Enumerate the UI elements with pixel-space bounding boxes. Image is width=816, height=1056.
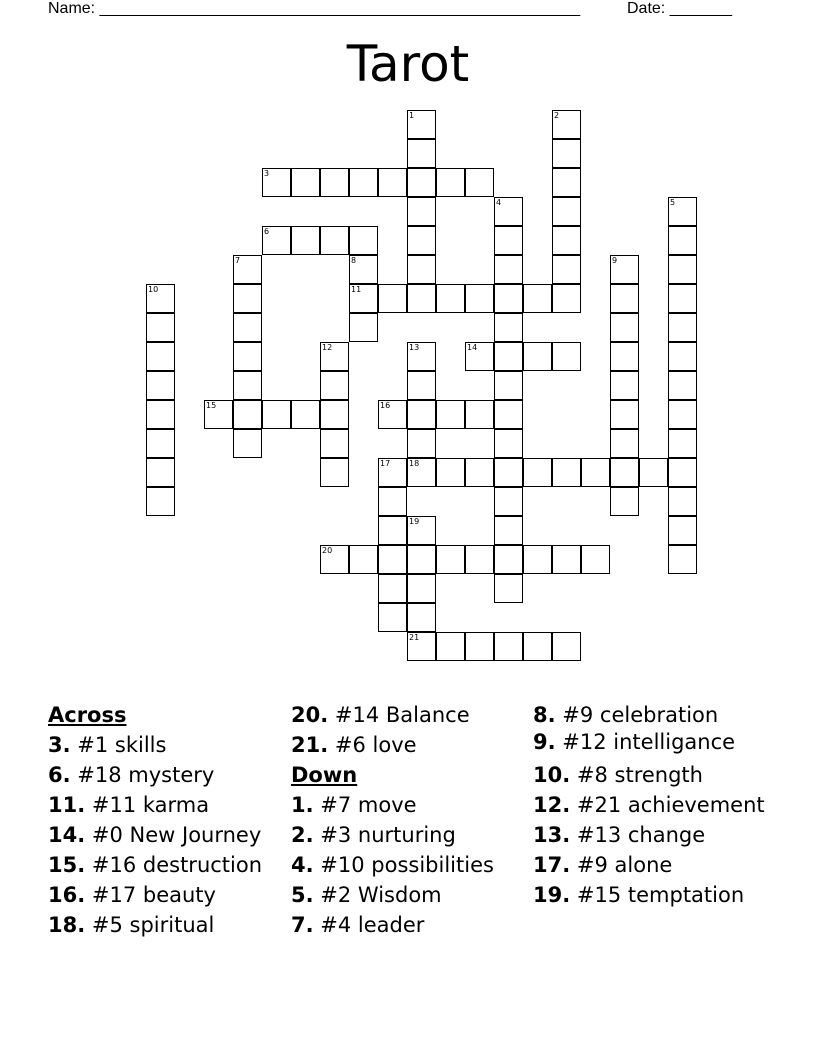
grid-cell[interactable] [494,545,523,574]
grid-cell[interactable] [668,226,697,255]
clues-column-3 [533,700,773,910]
clue-number: 9 [612,256,618,265]
clue-number: 21 [409,633,420,642]
grid-cell[interactable] [494,342,523,371]
down-clue [533,880,773,910]
date-field-label: Date: _______ [627,0,732,17]
grid-cell[interactable] [407,284,436,313]
across-clue [48,760,288,790]
grid-cell[interactable] [494,284,523,313]
page-title: Tarot [346,35,470,93]
grid-cell[interactable] [465,458,494,487]
across-clue [48,850,288,880]
grid-cell[interactable] [349,313,378,342]
clue-text: #8 strength [576,763,703,787]
grid-cell[interactable] [233,429,262,458]
grid-cell[interactable] [552,342,581,371]
grid-cell[interactable] [146,400,175,429]
clue-number: 2. [291,823,314,847]
clue-text: #14 Balance [334,703,470,727]
grid-cell[interactable] [494,458,523,487]
grid-cell[interactable] [552,197,581,226]
clue-text: #2 Wisdom [320,883,442,907]
clue-number: 18. [48,913,86,937]
grid-cell[interactable] [494,632,523,661]
grid-cell[interactable] [610,400,639,429]
clue-number: 13. [533,823,571,847]
grid-cell[interactable] [349,168,378,197]
down-clue [533,850,773,880]
clue-text: #17 beauty [91,883,216,907]
grid-cell[interactable] [494,516,523,545]
grid-cell[interactable] [552,545,581,574]
clue-number: 10 [148,285,159,294]
grid-cell[interactable] [320,371,349,400]
grid-cell[interactable] [262,168,291,197]
grid-cell[interactable] [378,168,407,197]
clue-text: #18 mystery [77,763,215,787]
clue-text: #15 temptation [576,883,745,907]
grid-cell[interactable] [349,545,378,574]
grid-cell[interactable] [465,168,494,197]
grid-cell[interactable] [668,545,697,574]
grid-cell[interactable] [378,603,407,632]
down-clue [291,850,531,880]
clue-number: 9. [533,730,556,754]
grid-cell[interactable] [320,545,349,574]
grid-cell[interactable] [349,255,378,284]
clue-text: #16 destruction [91,853,263,877]
grid-cell[interactable] [320,226,349,255]
grid-cell[interactable] [291,168,320,197]
grid-cell[interactable] [378,400,407,429]
clue-number: 1 [409,111,415,120]
clue-number: 12. [533,793,571,817]
clue-text: #1 skills [77,733,167,757]
grid-cell[interactable] [407,197,436,226]
grid-cell[interactable] [436,168,465,197]
grid-cell[interactable] [668,516,697,545]
across-clue [48,910,288,940]
clue-number: 20. [291,703,329,727]
grid-cell[interactable] [146,342,175,371]
clue-number: 7. [291,913,314,937]
grid-cell[interactable] [610,429,639,458]
clue-number: 2 [554,111,560,120]
grid-cell[interactable] [494,429,523,458]
across-heading: Across [48,703,127,727]
grid-cell[interactable] [494,226,523,255]
clue-number: 13 [409,343,420,352]
grid-cell[interactable] [494,400,523,429]
grid-cell[interactable] [610,342,639,371]
grid-cell[interactable] [523,284,552,313]
clue-number: 19 [409,517,420,526]
grid-cell[interactable] [407,110,436,139]
grid-cell[interactable] [204,400,233,429]
grid-cell[interactable] [494,371,523,400]
down-clue [291,820,531,850]
grid-cell[interactable] [668,487,697,516]
grid-cell[interactable] [407,168,436,197]
grid-cell[interactable] [407,603,436,632]
down-clue [533,790,773,820]
clue-text: #6 love [334,733,417,757]
clue-text: #0 New Journey [91,823,262,847]
grid-cell[interactable] [291,226,320,255]
grid-cell[interactable] [262,226,291,255]
down-clue [533,730,773,754]
clue-text: #9 celebration [562,703,719,727]
grid-cell[interactable] [407,632,436,661]
across-clue [48,880,288,910]
clue-text: #3 nurturing [320,823,456,847]
clue-number: 10. [533,763,571,787]
grid-cell[interactable] [436,400,465,429]
grid-cell[interactable] [668,400,697,429]
grid-cell[interactable] [378,487,407,516]
grid-cell[interactable] [407,371,436,400]
grid-cell[interactable] [610,487,639,516]
clue-number: 8. [533,703,556,727]
clue-number: 6 [264,227,270,236]
across-clue [291,700,531,730]
clue-number: 12 [322,343,333,352]
grid-cell[interactable] [552,139,581,168]
grid-cell[interactable] [465,400,494,429]
grid-cell[interactable] [523,342,552,371]
grid-cell[interactable] [407,545,436,574]
grid-cell[interactable] [668,458,697,487]
clue-number: 7 [235,256,241,265]
clue-number: 17 [380,459,391,468]
clue-number: 1. [291,793,314,817]
grid-cell[interactable] [523,458,552,487]
grid-cell[interactable] [407,516,436,545]
grid-cell[interactable] [146,371,175,400]
grid-cell[interactable] [494,197,523,226]
grid-cell[interactable] [146,429,175,458]
grid-cell[interactable] [552,110,581,139]
grid-cell[interactable] [668,313,697,342]
grid-cell[interactable] [146,284,175,313]
clue-number: 14. [48,823,86,847]
down-clue [291,910,531,940]
grid-cell[interactable] [233,255,262,284]
grid-cell[interactable] [407,139,436,168]
down-clue [533,820,773,850]
grid-cell[interactable] [465,545,494,574]
clue-number: 19. [533,883,571,907]
grid-cell[interactable] [494,487,523,516]
grid-cell[interactable] [291,400,320,429]
grid-cell[interactable] [320,342,349,371]
down-heading: Down [291,763,358,787]
clue-number: 16. [48,883,86,907]
clue-text: #5 spiritual [91,913,215,937]
clue-number: 5. [291,883,314,907]
grid-cell[interactable] [494,574,523,603]
clue-number: 4. [291,853,314,877]
clue-number: 8 [351,256,357,265]
clues-column-1 [48,700,288,940]
grid-cell[interactable] [146,487,175,516]
grid-cell[interactable] [465,632,494,661]
grid-cell[interactable] [552,458,581,487]
grid-cell[interactable] [378,545,407,574]
clue-text: #11 karma [91,793,210,817]
down-clue [533,700,773,730]
grid-cell[interactable] [465,342,494,371]
grid-cell[interactable] [378,284,407,313]
grid-cell[interactable] [552,168,581,197]
across-clue [48,730,288,760]
grid-cell[interactable] [552,284,581,313]
grid-cell[interactable] [668,371,697,400]
clue-number: 5 [670,198,676,207]
clue-number: 11 [351,285,362,294]
clue-text: #13 change [576,823,706,847]
clue-number: 3. [48,733,71,757]
down-clue [533,760,773,790]
grid-cell[interactable] [407,574,436,603]
grid-cell[interactable] [436,545,465,574]
clue-text: #4 leader [320,913,425,937]
clue-number: 15 [206,401,217,410]
grid-cell[interactable] [407,458,436,487]
grid-cell[interactable] [146,313,175,342]
clue-number: 6. [48,763,71,787]
grid-cell[interactable] [233,342,262,371]
clue-number: 18 [409,459,420,468]
grid-cell[interactable] [436,458,465,487]
grid-cell[interactable] [349,226,378,255]
grid-cell[interactable] [146,458,175,487]
clue-text: #9 alone [576,853,673,877]
grid-cell[interactable] [407,429,436,458]
grid-cell[interactable] [378,574,407,603]
clue-text: #21 achievement [576,793,765,817]
grid-cell[interactable] [581,458,610,487]
grid-cell[interactable] [552,226,581,255]
grid-cell[interactable] [407,400,436,429]
grid-cell[interactable] [581,545,610,574]
grid-cell[interactable] [320,429,349,458]
clue-number: 15. [48,853,86,877]
grid-cell[interactable] [233,313,262,342]
clue-number: 14 [467,343,478,352]
grid-cell[interactable] [523,632,552,661]
grid-cell[interactable] [610,284,639,313]
clue-number: 4 [496,198,502,207]
grid-cell[interactable] [552,632,581,661]
grid-cell[interactable] [320,168,349,197]
grid-cell[interactable] [233,284,262,313]
grid-cell[interactable] [436,632,465,661]
grid-cell[interactable] [233,400,262,429]
grid-cell[interactable] [668,197,697,226]
across-clue [48,820,288,850]
grid-cell[interactable] [668,255,697,284]
grid-cell[interactable] [523,545,552,574]
clue-text: #10 possibilities [320,853,494,877]
grid-cell[interactable] [610,458,639,487]
grid-cell[interactable] [639,458,668,487]
clue-number: 16 [380,401,391,410]
clues-column-2 [291,700,531,940]
clue-number: 20 [322,546,333,555]
clue-number: 17. [533,853,571,877]
grid-cell[interactable] [668,342,697,371]
grid-cell[interactable] [378,516,407,545]
down-clue [291,790,531,820]
clue-number: 3 [264,169,270,178]
grid-cell[interactable] [465,284,494,313]
clue-text: #12 intelligance [562,730,736,754]
grid-cell[interactable] [320,400,349,429]
clue-text: #7 move [320,793,417,817]
grid-cell[interactable] [349,284,378,313]
clue-number: 21. [291,733,329,757]
grid-cell[interactable] [436,284,465,313]
down-clue [291,880,531,910]
grid-cell[interactable] [407,255,436,284]
across-clue [48,790,288,820]
grid-cell[interactable] [552,255,581,284]
grid-cell[interactable] [610,313,639,342]
name-field-label: Name: ______________________________________________________ [48,0,581,17]
grid-cell[interactable] [407,342,436,371]
grid-cell[interactable] [610,255,639,284]
grid-cell[interactable] [494,313,523,342]
grid-cell[interactable] [668,284,697,313]
grid-cell[interactable] [378,458,407,487]
grid-cell[interactable] [262,400,291,429]
grid-cell[interactable] [233,371,262,400]
clue-number: 11. [48,793,86,817]
grid-cell[interactable] [320,458,349,487]
across-clue [291,730,531,760]
grid-cell[interactable] [407,226,436,255]
grid-cell[interactable] [668,429,697,458]
grid-cell[interactable] [610,371,639,400]
grid-cell[interactable] [494,255,523,284]
